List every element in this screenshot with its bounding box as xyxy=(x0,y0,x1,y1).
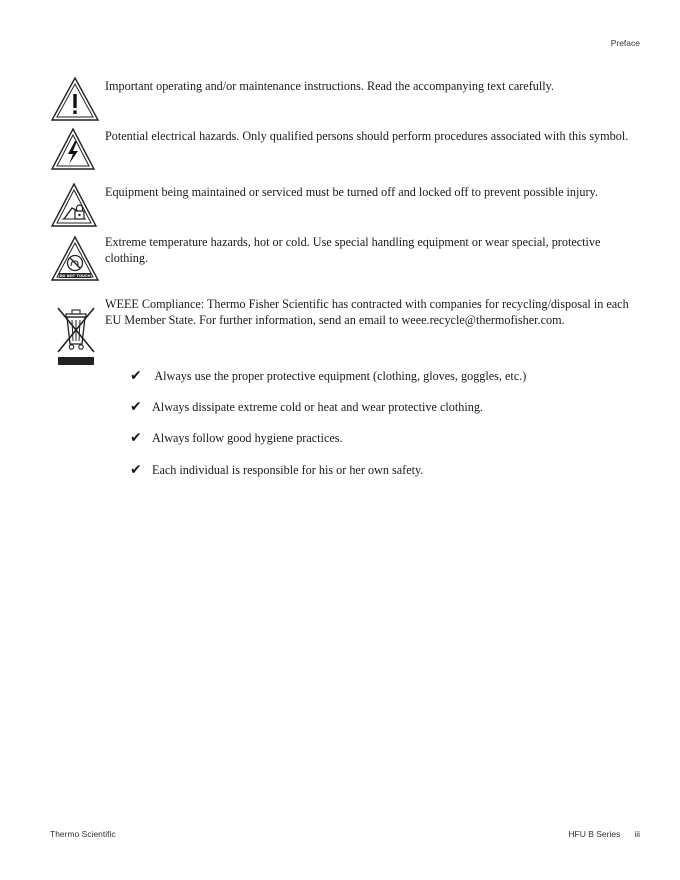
symbol-text-electrical: Potential electrical hazards. Only qualified persons should perform procedures associated with this symbol. xyxy=(105,129,629,143)
caution-icon xyxy=(50,76,100,122)
checkmark-icon: ✔ xyxy=(130,430,142,446)
symbol-text-lockout: Equipment being maintained or serviced must be turned off and locked off to prevent possible injury. xyxy=(105,185,598,199)
checklist-item xyxy=(130,430,343,446)
electrical-hazard-icon xyxy=(50,127,96,171)
checklist-item xyxy=(130,462,423,478)
footer-brand: Thermo Scientific xyxy=(50,829,116,839)
checkmark-icon: ✔ xyxy=(130,399,142,415)
symbol-text-temperature: Extreme temperature hazards, hot or cold. Use special handling equipment or wear special, protective clothing. xyxy=(105,235,601,265)
symbol-text-caution: Important operating and/or maintenance instructions. Read the accompanying text carefully. xyxy=(105,79,554,93)
checkmark-icon: ✔ xyxy=(130,368,142,384)
footer-right xyxy=(568,829,640,839)
checklist-item-text: Always dissipate extreme cold or heat and wear protective clothing. xyxy=(152,400,483,414)
lockout-icon xyxy=(50,182,98,228)
running-header: Preface xyxy=(610,38,640,48)
checklist-item-text: Always follow good hygiene practices. xyxy=(152,431,343,445)
checklist-item-text: Each individual is responsible for his or her own safety. xyxy=(152,463,424,477)
footer-product: HFU B Series xyxy=(568,829,621,839)
symbol-text-weee: WEEE Compliance: Thermo Fisher Scientific has contracted with companies for recycling/disposal in each EU Member State. For further information, send an email to weee.recycle@thermofisher.com. xyxy=(105,297,629,327)
do-not-touch-label: DO NOT TOUCH xyxy=(59,274,91,278)
extreme-temperature-icon xyxy=(50,235,100,283)
checklist-item xyxy=(130,368,526,384)
checkmark-icon: ✔ xyxy=(130,462,142,478)
page-number: iii xyxy=(634,829,640,839)
checklist-item-text: Always use the proper protective equipment (clothing, gloves, goggles, etc.) xyxy=(152,369,527,383)
checklist-item xyxy=(130,399,483,415)
weee-bin-icon xyxy=(52,302,100,368)
